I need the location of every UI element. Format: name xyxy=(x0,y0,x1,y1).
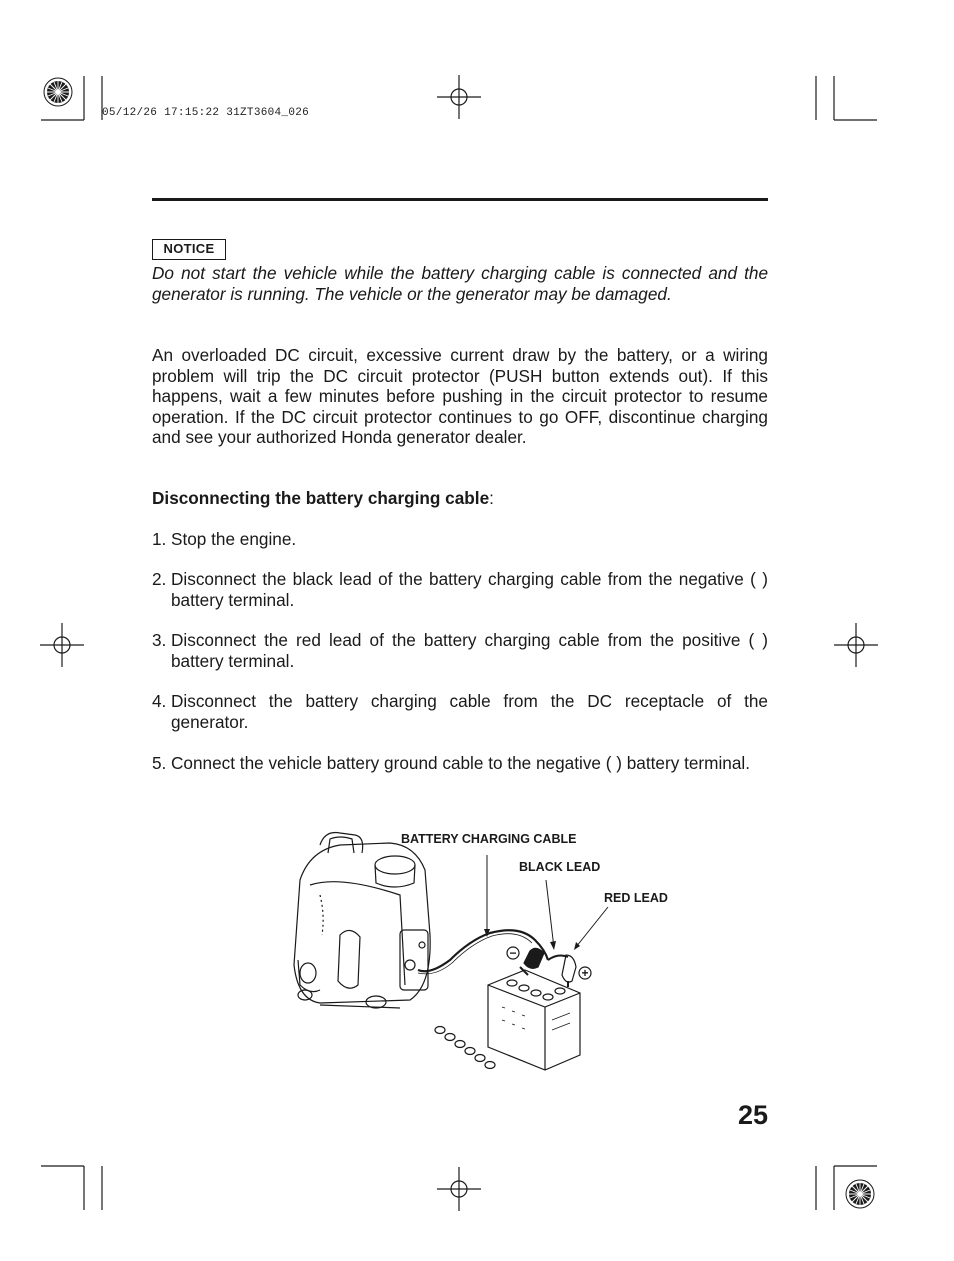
overload-paragraph: An overloaded DC circuit, excessive current draw by the battery, or a wiring problem will trip the DC circuit protector (PUSH button extends out). If this happens, wait a few minutes before pushing in the circuit protector to resume operation. If the DC circuit protector continues to go OFF, discontinue charging and see your authorized Honda generator dealer. xyxy=(152,345,768,447)
label-red-lead: RED LEAD xyxy=(604,891,668,905)
step-1 xyxy=(152,529,768,550)
crosshair-left xyxy=(40,623,84,667)
page-number: 25 xyxy=(738,1100,769,1130)
label-black-lead: BLACK LEAD xyxy=(519,860,601,874)
battery-icon xyxy=(488,970,580,1070)
minus-symbol: − xyxy=(509,946,517,960)
step-text: Disconnect the battery charging cable from the DC receptacle of the generator. xyxy=(171,691,768,732)
step-2 xyxy=(152,569,768,610)
print-stamp: 05/12/26 17:15:22 31ZT3604_026 xyxy=(102,107,310,119)
step-text: Connect the vehicle battery ground cable to the negative ( ) battery terminal. xyxy=(171,753,750,773)
step-number: 5. xyxy=(152,753,167,773)
step-number: 2. xyxy=(152,569,167,589)
notice-label: NOTICE xyxy=(152,239,226,260)
step-number: 3. xyxy=(152,630,167,650)
step-number: 1. xyxy=(152,529,167,549)
starburst-target-bottom-right xyxy=(846,1180,874,1208)
step-3 xyxy=(152,630,768,671)
header-rule xyxy=(152,198,768,201)
notice-text: Do not start the vehicle while the battery charging cable is connected and the generator is running. The vehicle or the generator may be damaged. xyxy=(152,263,768,304)
step-5 xyxy=(152,753,768,774)
crosshair-bottom xyxy=(437,1167,481,1211)
red-lead-clamp-icon xyxy=(562,955,576,987)
step-text: Disconnect the red lead of the battery charging cable from the positive ( ) battery terminal. xyxy=(171,630,768,671)
step-number: 4. xyxy=(152,691,167,711)
step-4 xyxy=(152,691,768,732)
label-battery-charging-cable: BATTERY CHARGING CABLE xyxy=(401,832,577,846)
starburst-target-top-left xyxy=(44,78,72,106)
battery-cell-caps-icon xyxy=(435,1027,495,1069)
step-text: Stop the engine. xyxy=(171,529,297,549)
section-heading-colon: : xyxy=(489,488,494,508)
section-heading-text: Disconnecting the battery charging cable xyxy=(152,488,490,508)
crosshair-right xyxy=(834,623,878,667)
crosshair-top xyxy=(437,75,481,119)
plus-symbol: + xyxy=(581,966,589,980)
generator-battery-illustration xyxy=(280,825,680,1075)
section-heading xyxy=(152,488,768,509)
step-text: Disconnect the black lead of the battery charging cable from the negative ( ) battery terminal. xyxy=(171,569,768,610)
generator-icon xyxy=(294,833,430,1009)
